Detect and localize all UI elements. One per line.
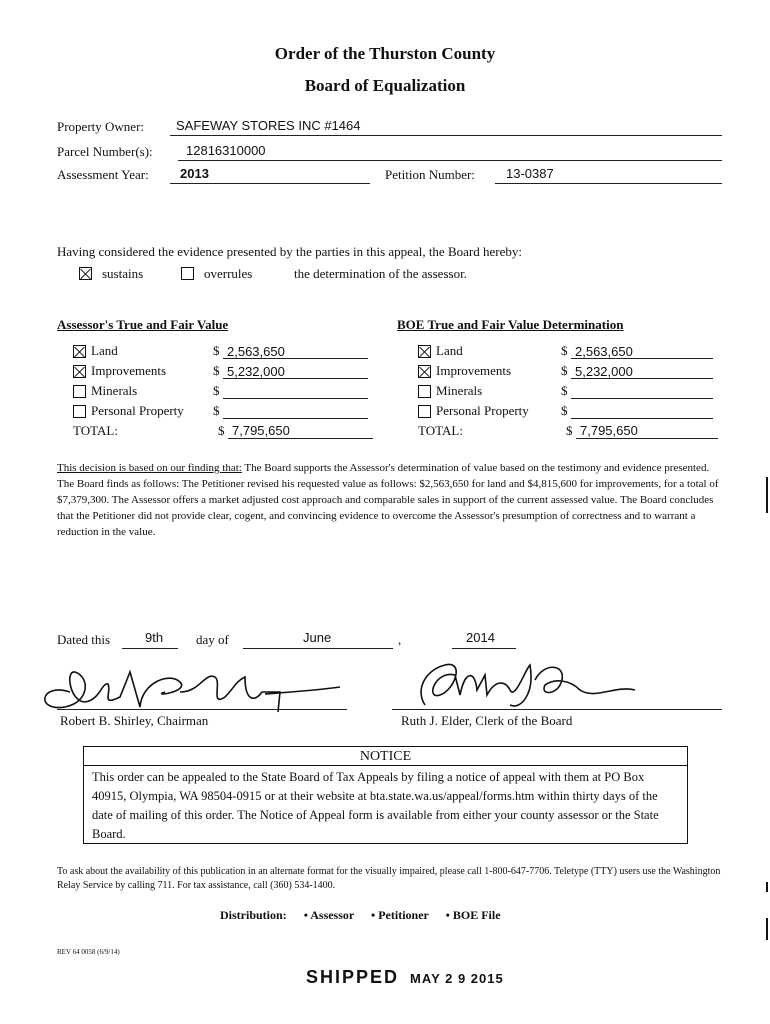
document-title-line2: Board of Equalization [304,76,466,95]
year-line [170,183,370,184]
parcel-label: Parcel Number(s): [57,144,153,159]
sustains-label: sustains [102,266,144,281]
dated-year-line [452,648,516,649]
decision-intro: Having considered the evidence presented by the parties in this appeal, the Board hereby: [57,244,522,259]
clerk-name: Ruth J. Elder, Clerk of the Board [401,713,573,728]
boe-total-value: 7,795,650 [576,423,718,439]
boe-row-label: Improvements [436,363,512,378]
assessor-checkbox-1 [73,365,86,378]
boe-values [418,341,723,441]
chair-signature [30,652,350,722]
year-value: 2013 [180,166,209,181]
assessor-row-value [223,384,368,399]
overrules-label: overrules [204,266,253,281]
boe-row-value [571,404,713,419]
dated-mid: day of [196,632,229,647]
parcel-line [178,160,722,161]
petition-value: 13-0387 [506,166,554,181]
boe-row-label: Land [436,343,463,358]
petition-label: Petition Number: [385,167,475,182]
boe-checkbox-0 [418,345,431,358]
overrules-option [181,265,252,283]
distribution-assessor: • Assessor [303,908,355,922]
document-title-line1: Order of the Thurston County [274,44,496,63]
dated-prefix: Dated this [57,632,111,647]
sustains-option [79,265,143,283]
assessor-row-label: Improvements [91,363,167,378]
finding-body: The Board supports the Assessor's determination of value based on the testimony and evidence presented. The Board finds as follows: The Petitioner revised his requested value as follows: $2,563,650 for land and $4,815,600 for improvements, for a total of $7,379,300. The Assessor offers a market adjusted cost approach and comparable sales in support of the current assessed value. The Board concludes that the Petitioner did not provide clear, cogent, and convincing evidence to overcome the Assessor's presumption of correctness and to warrant a reduction in the value. [57,462,719,538]
assessor-row-currency: $ [213,363,220,378]
assessor-row-currency: $ [213,383,220,398]
boe-row-currency: $ [561,383,568,398]
boe-checkbox-2 [418,385,431,398]
assessor-row-label: Minerals [91,383,138,398]
chair-name: Robert B. Shirley, Chairman [60,713,209,728]
assessor-checkbox-3 [73,405,86,418]
finding-paragraph [57,460,722,540]
accessibility-note: To ask about the availability of this publication in an alternate format for the visually impaired, please call 1-800-647-7706. Teletype (TTY) users use the Washington Relay Service by calling 711. For tax assistance, call (360) 534-1400. [57,866,721,891]
dated-comma: , [398,632,402,647]
boe-row-land [418,341,723,361]
owner-label: Property Owner: [57,119,145,134]
boe-total-label: TOTAL: [418,423,463,438]
notice-body: This order can be appealed to the State Board of Tax Appeals by filing a notice of appeal with them at PO Box 40915, Olympia, WA 98504-0915 or at their website at bta.state.wa.us/appeal/forms.htm within thirty days of the date of mailing of this order. The Notice of Appeal form is available from either your county assessor or the State Board. [92,770,659,841]
boe-checkbox-3 [418,405,431,418]
boe-row-value: 2,563,650 [571,344,713,359]
boe-row-label: Minerals [436,383,483,398]
assessor-checkbox-0 [73,345,86,358]
distribution-boe-file: • BOE File [445,908,501,922]
dated-month-line [243,648,393,649]
boe-row-label: Personal Property [436,403,529,418]
boe-total-currency: $ [566,423,573,438]
notice-box [83,746,688,844]
assessor-values [73,341,378,441]
dated-day-line [122,648,178,649]
assessor-total-row [73,421,378,441]
petition-line [495,183,722,184]
notice-title: NOTICE [359,749,412,764]
clerk-sign-line [392,709,722,710]
boe-row-value [571,384,713,399]
form-revision: REV 64 0058 (6/9/14) [57,948,120,956]
scan-mark-3 [766,918,768,940]
distribution [220,908,501,923]
scan-mark-1 [766,477,768,513]
decision-tail: the determination of the assessor. [294,266,467,281]
overrules-checkbox [181,267,194,280]
assessor-heading: Assessor's True and Fair Value [57,317,229,332]
stamp-date: MAY 2 9 2015 [410,971,504,986]
boe-heading: BOE True and Fair Value Determination [397,317,624,332]
year-label: Assessment Year: [57,167,149,182]
dated-month: June [303,630,332,645]
dated-year: 2014 [466,630,495,645]
boe-row-currency: $ [561,403,568,418]
assessor-total-label: TOTAL: [73,423,118,438]
assessor-row-currency: $ [213,403,220,418]
boe-row-minerals [418,381,723,401]
assessor-row-personal-property [73,401,378,421]
boe-row-currency: $ [561,363,568,378]
dated-day: 9th [145,630,164,645]
assessor-total-currency: $ [218,423,225,438]
assessor-row-label: Personal Property [91,403,184,418]
boe-row-improvements [418,361,723,381]
boe-checkbox-1 [418,365,431,378]
assessor-row-land [73,341,378,361]
assessor-row-value: 5,232,000 [223,364,368,379]
owner-line [170,135,722,136]
chair-sign-line [57,709,347,710]
shipped-stamp [306,967,504,988]
sustains-checkbox [79,267,92,280]
assessor-row-improvements [73,361,378,381]
assessor-row-minerals [73,381,378,401]
scan-mark-2 [766,882,768,892]
assessor-total-value: 7,795,650 [228,423,373,439]
finding-lead: This decision is based on our finding that: [57,462,242,474]
assessor-row-label: Land [91,343,118,358]
assessor-row-value [223,404,368,419]
boe-row-value: 5,232,000 [571,364,713,379]
distribution-label: Distribution: [220,908,287,922]
stamp-word: SHIPPED [306,967,400,987]
boe-row-currency: $ [561,343,568,358]
assessor-row-currency: $ [213,343,220,358]
owner-value: SAFEWAY STORES INC #1464 [176,118,361,133]
boe-total-row [418,421,723,441]
distribution-petitioner: • Petitioner [371,908,429,922]
boe-row-personal-property [418,401,723,421]
assessor-row-value: 2,563,650 [223,344,368,359]
assessor-checkbox-2 [73,385,86,398]
parcel-value: 12816310000 [186,143,266,158]
